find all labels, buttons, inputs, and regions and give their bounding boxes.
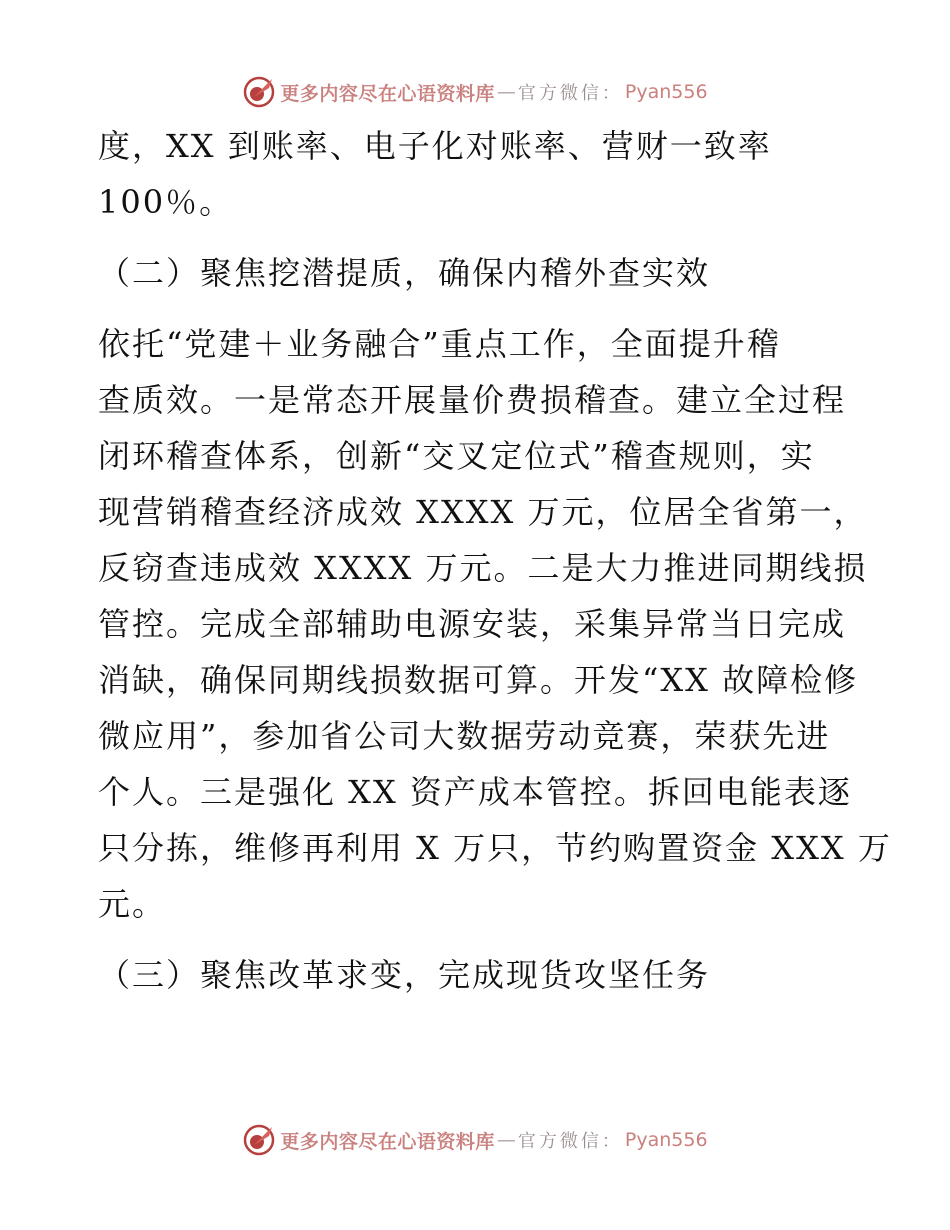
paragraph-line: 度，XX 到账率、电子化对账率、营财一致率 [98,127,772,165]
paragraph-line: 反窃查违成效 XXXX 万元。二是大力推进同期线损 [98,549,868,587]
section-heading: （三）聚焦改革求变，完成现货攻坚任务 [98,956,711,994]
quill-logo-icon [242,1123,276,1157]
paragraph-line: 依托“党建＋业务融合”重点工作，全面提升稽 [98,325,781,363]
paragraph-line: 个人。三是强化 XX 资产成本管控。拆回电能表逐 [98,773,852,811]
paragraph-line: 闭环稽查体系，创新“交叉定位式”稽查规则，实 [98,437,815,475]
section-heading: （二）聚焦挖潜提质，确保内稽外查实效 [98,254,711,292]
watermark-label: 官方微信： [517,83,623,104]
paragraph-line: 现营销稽查经济成效 XXXX 万元，位居全省第一， [98,493,868,531]
paragraph-line: 100％。 [98,183,234,221]
watermark-id: Pyan556 [624,1129,708,1151]
paragraph-line: 查质效。一是常态开展量价费损稽查。建立全过程 [98,381,847,419]
watermark-main-text: 更多内容尽在心语资料库 [280,1130,495,1153]
paragraph-line: 元。 [98,885,167,923]
paragraph-line: 微应用”，参加省公司大数据劳动竞赛，荣获先进 [98,717,831,755]
header-watermark [0,72,950,112]
watermark-dash: — [496,1129,516,1151]
paragraph-line: 管控。完成全部辅助电源安装，采集异常当日完成 [98,605,847,643]
document-body [98,118,892,1003]
watermark-label: 官方微信： [517,1131,623,1152]
watermark-id: Pyan556 [624,81,708,103]
watermark-dash: — [496,81,516,103]
footer-watermark [0,1120,950,1160]
quill-logo-icon [242,75,276,109]
paragraph-line: 只分拣，维修再利用 X 万只，节约购置资金 XXX 万 [98,829,892,867]
paragraph-line: 消缺，确保同期线损数据可算。开发“XX 故障检修 [98,661,859,699]
watermark-main-text: 更多内容尽在心语资料库 [280,82,495,105]
